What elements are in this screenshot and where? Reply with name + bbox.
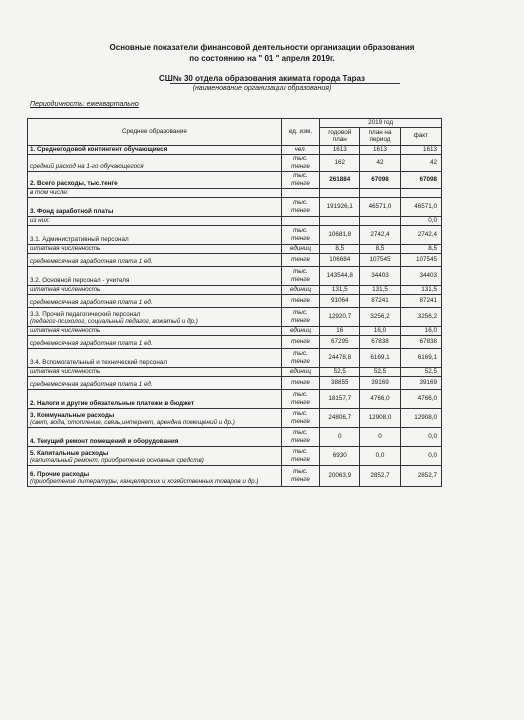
row-name: 4. Текущий ремонт помещений и оборудования — [30, 438, 179, 445]
row-fact: 52,5 — [400, 367, 441, 376]
row-name: среднемесячная заработная плата 1 ед. — [30, 340, 153, 347]
row-name-cell — [28, 285, 282, 294]
row-name-cell — [28, 244, 282, 253]
row-plan-year: 67295 — [320, 335, 360, 348]
row-name-cell — [28, 294, 282, 307]
row-plan-year: 24478,8 — [320, 348, 360, 367]
table-row — [28, 244, 442, 253]
table-row — [28, 294, 442, 307]
row-name-cell — [28, 225, 282, 244]
table-row — [28, 408, 442, 427]
row-plan-period: 42 — [360, 154, 400, 171]
row-plan-period: 46571,0 — [360, 197, 400, 216]
row-unit: тенге — [281, 376, 319, 389]
row-name: штатная численность — [30, 368, 101, 375]
row-name-cell — [28, 335, 282, 348]
col-plan-year-header: годовой план — [320, 127, 360, 145]
col-plan-period-header: план на период — [360, 127, 400, 145]
row-plan-period: 67838 — [360, 335, 400, 348]
row-plan-year: 6930 — [320, 446, 360, 465]
row-unit: тыс. тенге — [281, 389, 319, 408]
row-plan-period: 39169 — [360, 376, 400, 389]
row-name-cell — [28, 253, 282, 266]
table-row — [28, 188, 442, 197]
row-unit: тыс. тенге — [281, 197, 319, 216]
row-fact: 39169 — [400, 376, 441, 389]
row-unit — [281, 216, 319, 225]
row-plan-year: 261884 — [320, 171, 360, 188]
row-name-detail: (капитальный ремонт, приобретение основных средств) — [30, 457, 204, 464]
row-plan-period: 67098 — [360, 171, 400, 188]
row-unit: тенге — [281, 294, 319, 307]
row-plan-period: 2852,7 — [360, 465, 400, 486]
table-row — [28, 326, 442, 335]
row-fact: 2742,4 — [400, 225, 441, 244]
col-year-header: 2019 год — [320, 119, 442, 128]
table-row — [28, 154, 442, 171]
document-title — [0, 42, 524, 64]
row-unit: тенге — [281, 253, 319, 266]
row-name-cell — [28, 171, 282, 188]
row-plan-year: 8,5 — [320, 244, 360, 253]
organization-caption: (наименование организации образования) — [192, 85, 332, 92]
row-name: штатная численность — [30, 286, 101, 293]
row-plan-period: 8,5 — [360, 244, 400, 253]
row-fact: 46571,0 — [400, 197, 441, 216]
row-plan-year: 131,5 — [320, 285, 360, 294]
col-name-header: Среднее образование — [28, 119, 282, 146]
row-name: 1. Среднегодовой контингент обучающиеся — [30, 146, 168, 153]
row-name: среднемесячная заработная плата 1 ед. — [30, 258, 153, 265]
row-plan-year: 38855 — [320, 376, 360, 389]
row-plan-period: 1613 — [360, 145, 400, 154]
row-unit: тыс. тенге — [281, 307, 319, 326]
row-plan-period — [360, 216, 400, 225]
col-fact-header: факт — [400, 127, 441, 145]
table-row — [28, 145, 442, 154]
table-row — [28, 307, 442, 326]
table-row — [28, 171, 442, 188]
row-plan-year: 0 — [320, 427, 360, 446]
row-plan-period: 12908,0 — [360, 408, 400, 427]
financial-table — [27, 118, 442, 487]
row-name: среднемесячная заработная плата 1 ед. — [30, 381, 153, 388]
row-unit: тыс. тенге — [281, 427, 319, 446]
row-plan-year: 191926,1 — [320, 197, 360, 216]
table-row — [28, 225, 442, 244]
row-name-cell — [28, 367, 282, 376]
organization-name: СШ№ 30 отдела образования акимата города Тараз — [159, 74, 365, 83]
row-name-cell — [28, 348, 282, 367]
row-name: 3.1. Административный персонал — [30, 236, 129, 243]
table-row — [28, 446, 442, 465]
table-row — [28, 427, 442, 446]
row-plan-year: 91064 — [320, 294, 360, 307]
row-name-cell — [28, 216, 282, 225]
row-name: среднемесячная заработная плата 1 ед. — [30, 299, 153, 306]
row-plan-period: 0,0 — [360, 446, 400, 465]
row-unit: тыс. тенге — [281, 348, 319, 367]
row-name: 2. Всего расходы, тыс.тенге — [30, 180, 118, 187]
row-plan-period: 3256,2 — [360, 307, 400, 326]
row-name-cell — [28, 307, 282, 326]
row-name: штатная численность — [30, 327, 101, 334]
col-unit-header: ед. изм. — [281, 119, 319, 146]
row-name-cell — [28, 326, 282, 335]
table-row — [28, 253, 442, 266]
row-plan-period: 52,5 — [360, 367, 400, 376]
row-plan-period: 4766,0 — [360, 389, 400, 408]
row-name-cell — [28, 154, 282, 171]
row-fact: 0,0 — [400, 216, 441, 225]
row-name: 3.3. Прочий педагогический персонал — [30, 310, 141, 318]
table-header — [28, 119, 442, 146]
row-unit: тыс. тенге — [281, 465, 319, 486]
row-name-cell — [28, 145, 282, 154]
row-name: 2. Налоги и другие обязательные платежи в бюджет — [30, 400, 195, 407]
row-plan-period: 34403 — [360, 266, 400, 285]
row-fact: 16,0 — [400, 326, 441, 335]
row-plan-year: 106684 — [320, 253, 360, 266]
row-name: 3.2. Основной персонал - учителя — [30, 277, 130, 284]
row-name: 3. Коммунальные расходы — [30, 411, 115, 419]
row-fact: 67098 — [400, 171, 441, 188]
row-fact: 107545 — [400, 253, 441, 266]
row-fact: 131,5 — [400, 285, 441, 294]
row-plan-period: 107545 — [360, 253, 400, 266]
row-name-detail: (педагог-психолог, социальный педагог, вожатый и др.) — [30, 318, 198, 325]
row-fact: 0,0 — [400, 427, 441, 446]
row-fact: 2852,7 — [400, 465, 441, 486]
row-name: 5. Капитальные расходы — [30, 449, 109, 457]
row-name-detail: (приобретение литературы, канцелярских и хозяйственных товаров и др.) — [30, 478, 259, 485]
row-plan-year — [320, 188, 360, 197]
row-name-cell — [28, 266, 282, 285]
row-name: штатная численность — [30, 245, 101, 252]
row-unit: тыс. тенге — [281, 154, 319, 171]
row-plan-year: 24806,7 — [320, 408, 360, 427]
row-plan-year: 52,5 — [320, 367, 360, 376]
row-plan-year: 162 — [320, 154, 360, 171]
row-plan-period: 16,0 — [360, 326, 400, 335]
row-plan-year: 12920,7 — [320, 307, 360, 326]
row-unit: тыс. тенге — [281, 408, 319, 427]
table-row — [28, 348, 442, 367]
row-name: 3.4. Вспомогательный и технический персонал — [30, 359, 168, 366]
row-plan-period: 131,5 — [360, 285, 400, 294]
table-row — [28, 465, 442, 486]
row-unit: тыс. тенге — [281, 266, 319, 285]
row-name-cell — [28, 188, 282, 197]
row-unit: тыс. тенге — [281, 171, 319, 188]
row-fact: 3256,2 — [400, 307, 441, 326]
row-plan-period: 2742,4 — [360, 225, 400, 244]
periodicity-label: Периодичность: ежеквартально — [30, 101, 139, 108]
row-plan-year: 18157,7 — [320, 389, 360, 408]
row-unit: единиц — [281, 244, 319, 253]
row-plan-period: 0 — [360, 427, 400, 446]
row-plan-period: 87241 — [360, 294, 400, 307]
row-plan-period — [360, 188, 400, 197]
row-plan-year: 20063,9 — [320, 465, 360, 486]
row-unit: тыс. тенге — [281, 225, 319, 244]
row-fact: 42 — [400, 154, 441, 171]
title-line-2: по состоянию на " 01 " апреля 2019г. — [189, 54, 335, 63]
row-name-cell — [28, 408, 282, 427]
row-plan-year: 143544,8 — [320, 266, 360, 285]
row-name: в том числе: — [30, 189, 69, 196]
row-name: 3. Фонд заработной платы — [30, 208, 114, 215]
table-body — [28, 145, 442, 486]
title-line-1: Основные показатели финансовой деятельности организации образования — [109, 43, 415, 52]
row-name-cell — [28, 376, 282, 389]
row-fact: 4766,0 — [400, 389, 441, 408]
row-name: 6. Прочие расходы — [30, 470, 90, 478]
row-unit: единиц — [281, 326, 319, 335]
row-fact: 0,0 — [400, 446, 441, 465]
row-plan-year: 1613 — [320, 145, 360, 154]
row-plan-year — [320, 216, 360, 225]
row-fact: 34403 — [400, 266, 441, 285]
row-name-cell — [28, 465, 282, 486]
table-row — [28, 367, 442, 376]
row-unit: единиц — [281, 285, 319, 294]
table-row — [28, 335, 442, 348]
table-row — [28, 389, 442, 408]
row-name-cell — [28, 427, 282, 446]
row-fact: 1613 — [400, 145, 441, 154]
row-unit: тенге — [281, 335, 319, 348]
row-fact: 12908,0 — [400, 408, 441, 427]
row-name-detail: (свет, вода, отопление, связь,интернет, арендна помещений и др.) — [30, 419, 235, 426]
row-plan-year: 16 — [320, 326, 360, 335]
row-fact: 67838 — [400, 335, 441, 348]
row-name-cell — [28, 446, 282, 465]
row-unit: тыс. тенге — [281, 446, 319, 465]
row-name: средний расход на 1-го обучающегося — [30, 163, 144, 170]
row-name: из них: — [30, 217, 51, 224]
table-row — [28, 266, 442, 285]
row-plan-period: 6169,1 — [360, 348, 400, 367]
row-name-cell — [28, 197, 282, 216]
row-fact: 87241 — [400, 294, 441, 307]
row-fact — [400, 188, 441, 197]
row-unit — [281, 188, 319, 197]
row-unit: чел. — [281, 145, 319, 154]
row-unit: единиц — [281, 367, 319, 376]
row-plan-year: 10681,8 — [320, 225, 360, 244]
table-row — [28, 197, 442, 216]
row-name-cell — [28, 389, 282, 408]
table-row — [28, 376, 442, 389]
table-row — [28, 285, 442, 294]
row-fact: 6169,1 — [400, 348, 441, 367]
table-row — [28, 216, 442, 225]
organization-underline — [170, 83, 400, 84]
row-fact: 8,5 — [400, 244, 441, 253]
